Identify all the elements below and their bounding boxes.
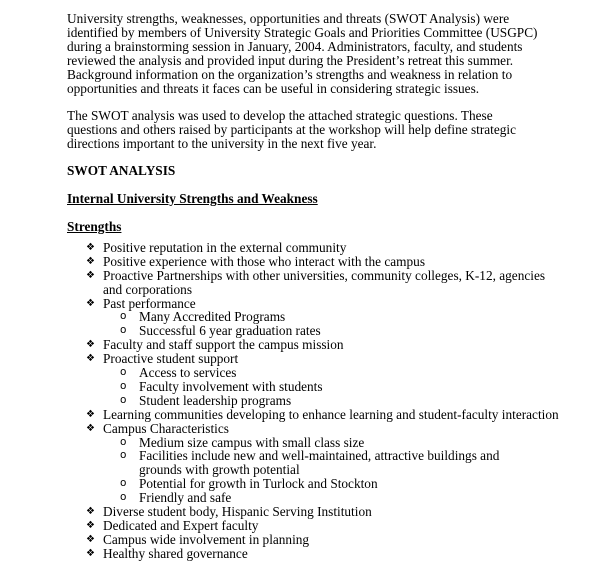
strength-subitem <box>103 477 539 491</box>
circle-bullet-icon: o <box>120 477 127 490</box>
strengths-list <box>67 241 592 561</box>
diamond-bullet-icon: ❖ <box>86 547 95 559</box>
intro-paragraph-2: The SWOT analysis was used to develop the attached strategic questions. These questions and others raised by participants at the workshop will help define strategic directions important to the university in the next five year. <box>67 108 517 152</box>
strength-text: Positive experience with those who interact with the campus <box>103 253 425 269</box>
strength-sublist <box>103 436 563 506</box>
strength-item <box>67 338 563 352</box>
strength-item <box>67 533 563 547</box>
strength-item <box>67 352 563 408</box>
strength-item <box>67 241 563 255</box>
strength-text: Diverse student body, Hispanic Serving Institution <box>103 504 372 520</box>
strength-subitem <box>103 310 539 324</box>
circle-bullet-icon: o <box>120 366 127 379</box>
circle-bullet-icon: o <box>120 491 127 504</box>
strength-text: Proactive Partnerships with other universities, community colleges, K-12, agencies and corporations <box>103 267 546 297</box>
strength-item <box>67 505 563 519</box>
diamond-bullet-icon: ❖ <box>86 422 95 434</box>
strength-item <box>67 519 563 533</box>
diamond-bullet-icon: ❖ <box>86 339 95 351</box>
strength-subitem-text: Access to services <box>139 365 237 381</box>
strength-text: Proactive student support <box>103 351 239 367</box>
strength-subitem-text: Friendly and safe <box>139 490 232 506</box>
strength-text: Campus wide involvement in planning <box>103 531 310 547</box>
circle-bullet-icon: o <box>120 379 127 392</box>
strength-subitem <box>103 491 539 505</box>
diamond-bullet-icon: ❖ <box>86 533 95 545</box>
strength-text: Faculty and staff support the campus mission <box>103 337 344 353</box>
strength-text: Learning communities developing to enhance learning and student-faculty interaction <box>103 406 559 422</box>
diamond-bullet-icon: ❖ <box>86 506 95 518</box>
diamond-bullet-icon: ❖ <box>86 297 95 309</box>
strength-text: Past performance <box>103 295 196 311</box>
circle-bullet-icon: o <box>120 324 127 337</box>
paragraph-spacer <box>67 95 592 109</box>
strength-subitem-text: Successful 6 year graduation rates <box>139 323 321 339</box>
strength-subitem <box>103 366 539 380</box>
strength-subitem-text: Facilities include new and well-maintained, attractive buildings and grounds with growth potential <box>139 448 500 478</box>
strength-text: Positive reputation in the external community <box>103 239 347 255</box>
strength-item <box>67 255 563 269</box>
strength-item <box>67 422 563 505</box>
strength-text: Dedicated and Expert faculty <box>103 518 259 533</box>
strength-subitem <box>103 449 539 477</box>
strength-subitem <box>103 380 539 394</box>
diamond-bullet-icon: ❖ <box>86 269 95 281</box>
diamond-bullet-icon: ❖ <box>86 520 95 531</box>
strength-subitem <box>103 436 539 450</box>
section-title: SWOT ANALYSIS <box>67 163 176 179</box>
strength-subitem-text: Medium size campus with small class size <box>139 434 365 450</box>
intro-paragraph-1: University strengths, weaknesses, opportunities and threats (SWOT Analysis) were identified by members of University Strategic Goals and Priorities Committee (USGPC) during a brainstorming session in January, 2004. Administrators, faculty, and students reviewed the analysis and provided input during the President’s retreat this summer. Background information on the organization’s strengths and weakness in relation to opportunities and threats it faces can be useful in considering strategic issues. <box>67 11 538 96</box>
document-page <box>67 12 592 561</box>
strength-item <box>67 297 563 339</box>
strength-item <box>67 547 563 561</box>
strength-sublist <box>103 310 563 338</box>
diamond-bullet-icon: ❖ <box>86 241 95 253</box>
diamond-bullet-icon: ❖ <box>86 408 95 420</box>
strength-sublist <box>103 366 563 408</box>
circle-bullet-icon: o <box>120 449 127 462</box>
diamond-bullet-icon: ❖ <box>86 255 95 267</box>
circle-bullet-icon: o <box>120 310 127 323</box>
strength-item <box>67 269 563 297</box>
strength-item <box>67 408 563 422</box>
diamond-bullet-icon: ❖ <box>86 353 95 365</box>
strength-text: Campus Characteristics <box>103 420 229 436</box>
strength-subitem-text: Potential for growth in Turlock and Stockton <box>139 476 378 492</box>
strength-subitem <box>103 394 539 408</box>
circle-bullet-icon: o <box>120 393 127 406</box>
strength-subitem-text: Many Accredited Programs <box>139 309 286 325</box>
strength-text: Healthy shared governance <box>103 545 248 561</box>
circle-bullet-icon: o <box>120 435 127 448</box>
strength-subitem-text: Student leadership programs <box>139 392 292 408</box>
strengths-title: Strengths <box>67 218 122 234</box>
subsection-title: Internal University Strengths and Weakness <box>67 191 318 207</box>
strength-subitem <box>103 324 539 338</box>
strength-subitem-text: Faculty involvement with students <box>139 378 323 394</box>
